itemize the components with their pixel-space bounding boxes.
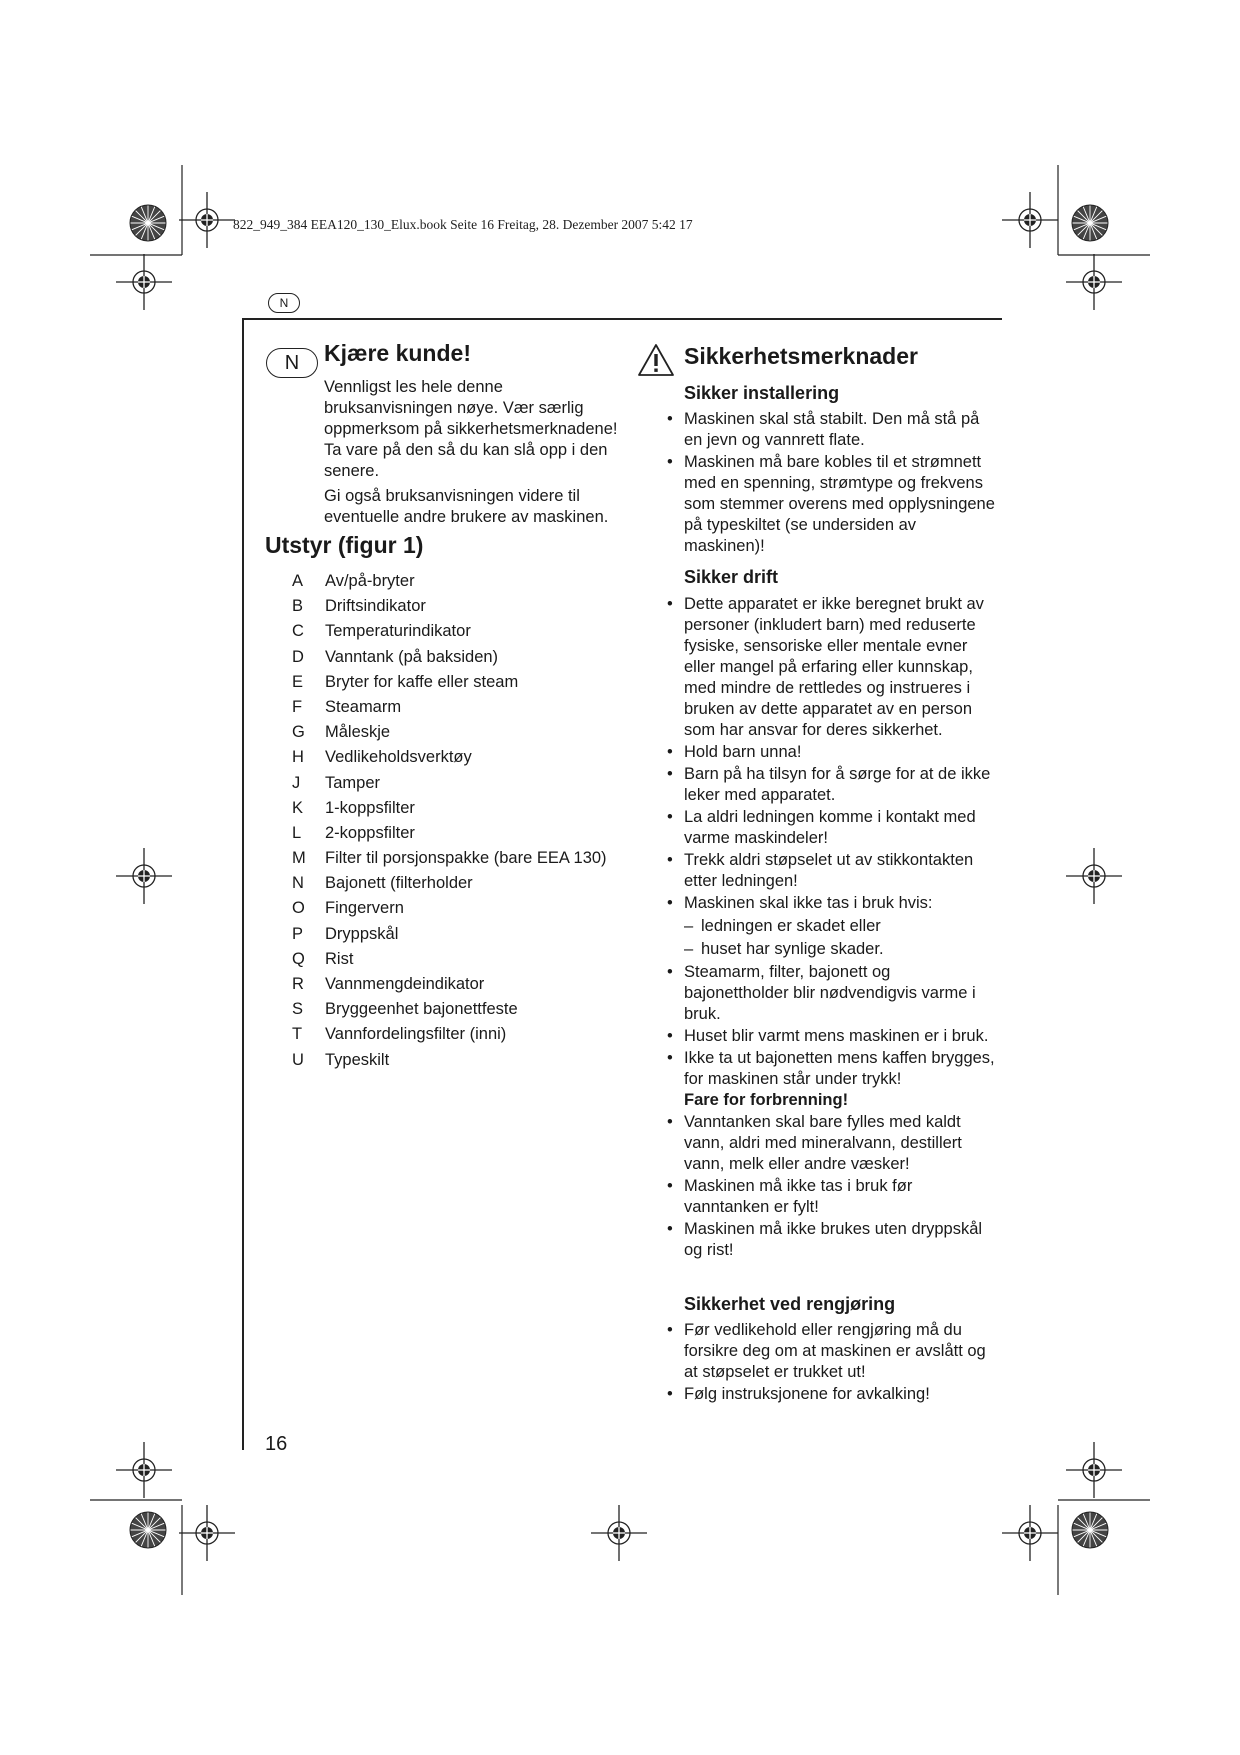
equipment-list (292, 569, 607, 1073)
equipment-item: T Vannfordelingsfilter (inni) (292, 1025, 507, 1044)
equipment-item: L 2-koppsfilter (292, 823, 415, 842)
operation-item: • La aldri ledningen komme i kontakt med varme maskindeler! (667, 807, 997, 849)
equipment-item: Q Rist (292, 949, 354, 968)
cleaning-list (667, 1320, 997, 1406)
installation-title: Sikker installering (684, 383, 840, 403)
equipment-title: Utstyr (figur 1) (265, 532, 424, 558)
equipment-item: F Steamarm (292, 697, 402, 716)
language-badge: N (266, 348, 318, 378)
cleaning-item: • Følg instruksjonene for avkalking! (667, 1384, 997, 1405)
equipment-item: S Bryggeenhet bajonettfeste (292, 1000, 518, 1019)
equipment-item: R Vannmengdeindikator (292, 975, 485, 993)
equipment-item: E Bryter for kaffe eller steam (292, 672, 519, 691)
page-frame-horizontal (242, 318, 1002, 320)
installation-item: • Maskinen må bare kobles til et strømnett med en spenning, strømtype og frekvens som stemmer overens med opplysningene på typeskiltet (se undersiden av maskinen)! (667, 452, 997, 557)
operation-list (667, 594, 997, 1262)
installation-item: • Maskinen skal stå stabilt. Den må stå på en jevn og vannrett flate. (667, 409, 997, 451)
equipment-item: C Temperaturindikator (292, 622, 471, 641)
operation-sub-list (684, 916, 997, 960)
intro-paragraph-2: Gi også bruksanvisningen videre til eventuelle andre brukere av maskinen. (324, 487, 609, 526)
operation-item: • Vanntanken skal bare fylles med kaldt vann, aldri med mineralvann, destillert vann, melk eller andre væsker! (667, 1112, 997, 1175)
intro-text (324, 377, 624, 532)
warning-triangle-icon (637, 343, 675, 377)
operation-title: Sikker drift (684, 567, 779, 587)
equipment-item: U Typeskilt (292, 1050, 390, 1069)
operation-item: • Maskinen må ikke tas i bruk før vanntanken er fylt! (667, 1176, 997, 1218)
page-number: 16 (265, 1433, 288, 1455)
operation-item: • Trekk aldri støpselet ut av stikkontakten etter ledningen! (667, 850, 997, 892)
equipment-item: J Tamper (292, 773, 381, 792)
print-slug-line: 822_949_384 EEA120_130_Elux.book Seite 16 Freitag, 28. Dezember 2007 5:42 17 (233, 217, 693, 232)
operation-item (667, 1048, 997, 1111)
safety-title: Sikkerhetsmerknader (684, 343, 918, 369)
intro-title: Kjære kunde! (324, 340, 471, 366)
operation-item (667, 893, 997, 960)
operation-item: • Hold barn unna! (667, 742, 997, 763)
operation-item: • Maskinen må ikke brukes uten dryppskål og rist! (667, 1219, 997, 1261)
equipment-item: G Måleskje (292, 723, 391, 742)
language-badge-header: N (268, 293, 300, 313)
equipment-item: D Vanntank (på baksiden) (292, 647, 499, 666)
page-frame-vertical (242, 318, 244, 1450)
operation-item-text: Maskinen skal ikke tas i bruk hvis: (684, 894, 933, 912)
operation-sub-item: – huset har synlige skader. (684, 939, 997, 960)
cleaning-title: Sikkerhet ved rengjøring (684, 1294, 896, 1314)
equipment-item: A Av/på-bryter (292, 572, 415, 590)
equipment-item: K 1-koppsfilter (292, 798, 415, 817)
operation-item: • Dette apparatet er ikke beregnet brukt av personer (inkludert barn) med reduserte fysiske, sensoriske eller mentale evner eller mangel på erfaring eller kunnskap, med mindre de rettledes og instrueres i bruken av dette apparatet av en person som har ansvar for deres sikkerhet. (667, 594, 997, 741)
operation-item: • Steamarm, filter, bajonett og bajonettholder blir nødvendigvis varme i bruk. (667, 962, 997, 1025)
operation-item-text: Ikke ta ut bajonetten mens kaffen brygges, for maskinen står under trykk! (684, 1049, 995, 1088)
burn-warning: Fare for forbrenning! (684, 1091, 849, 1109)
equipment-item: H Vedlikeholdsverktøy (292, 748, 472, 767)
operation-sub-item: – ledningen er skadet eller (684, 916, 997, 937)
equipment-item: B Driftsindikator (292, 597, 426, 616)
operation-item: • Huset blir varmt mens maskinen er i bruk. (667, 1026, 997, 1047)
equipment-item: O Fingervern (292, 899, 404, 918)
installation-list (667, 409, 997, 558)
equipment-item: N Bajonett (filterholder (292, 874, 473, 893)
equipment-item: P Dryppskål (292, 924, 399, 943)
cleaning-item: • Før vedlikehold eller rengjøring må du forsikre deg om at maskinen er avslått og at støpselet er trukket ut! (667, 1320, 997, 1383)
operation-item: • Barn på ha tilsyn for å sørge for at de ikke leker med apparatet. (667, 764, 997, 806)
intro-paragraph-1: Vennligst les hele denne bruksanvisningen nøye. Vær særlig oppmerksom på sikkerhetsmerknadene! Ta vare på den så du kan slå opp i den senere. (324, 378, 618, 480)
equipment-item: M Filter til porsjonspakke (bare EEA 130) (292, 849, 607, 868)
